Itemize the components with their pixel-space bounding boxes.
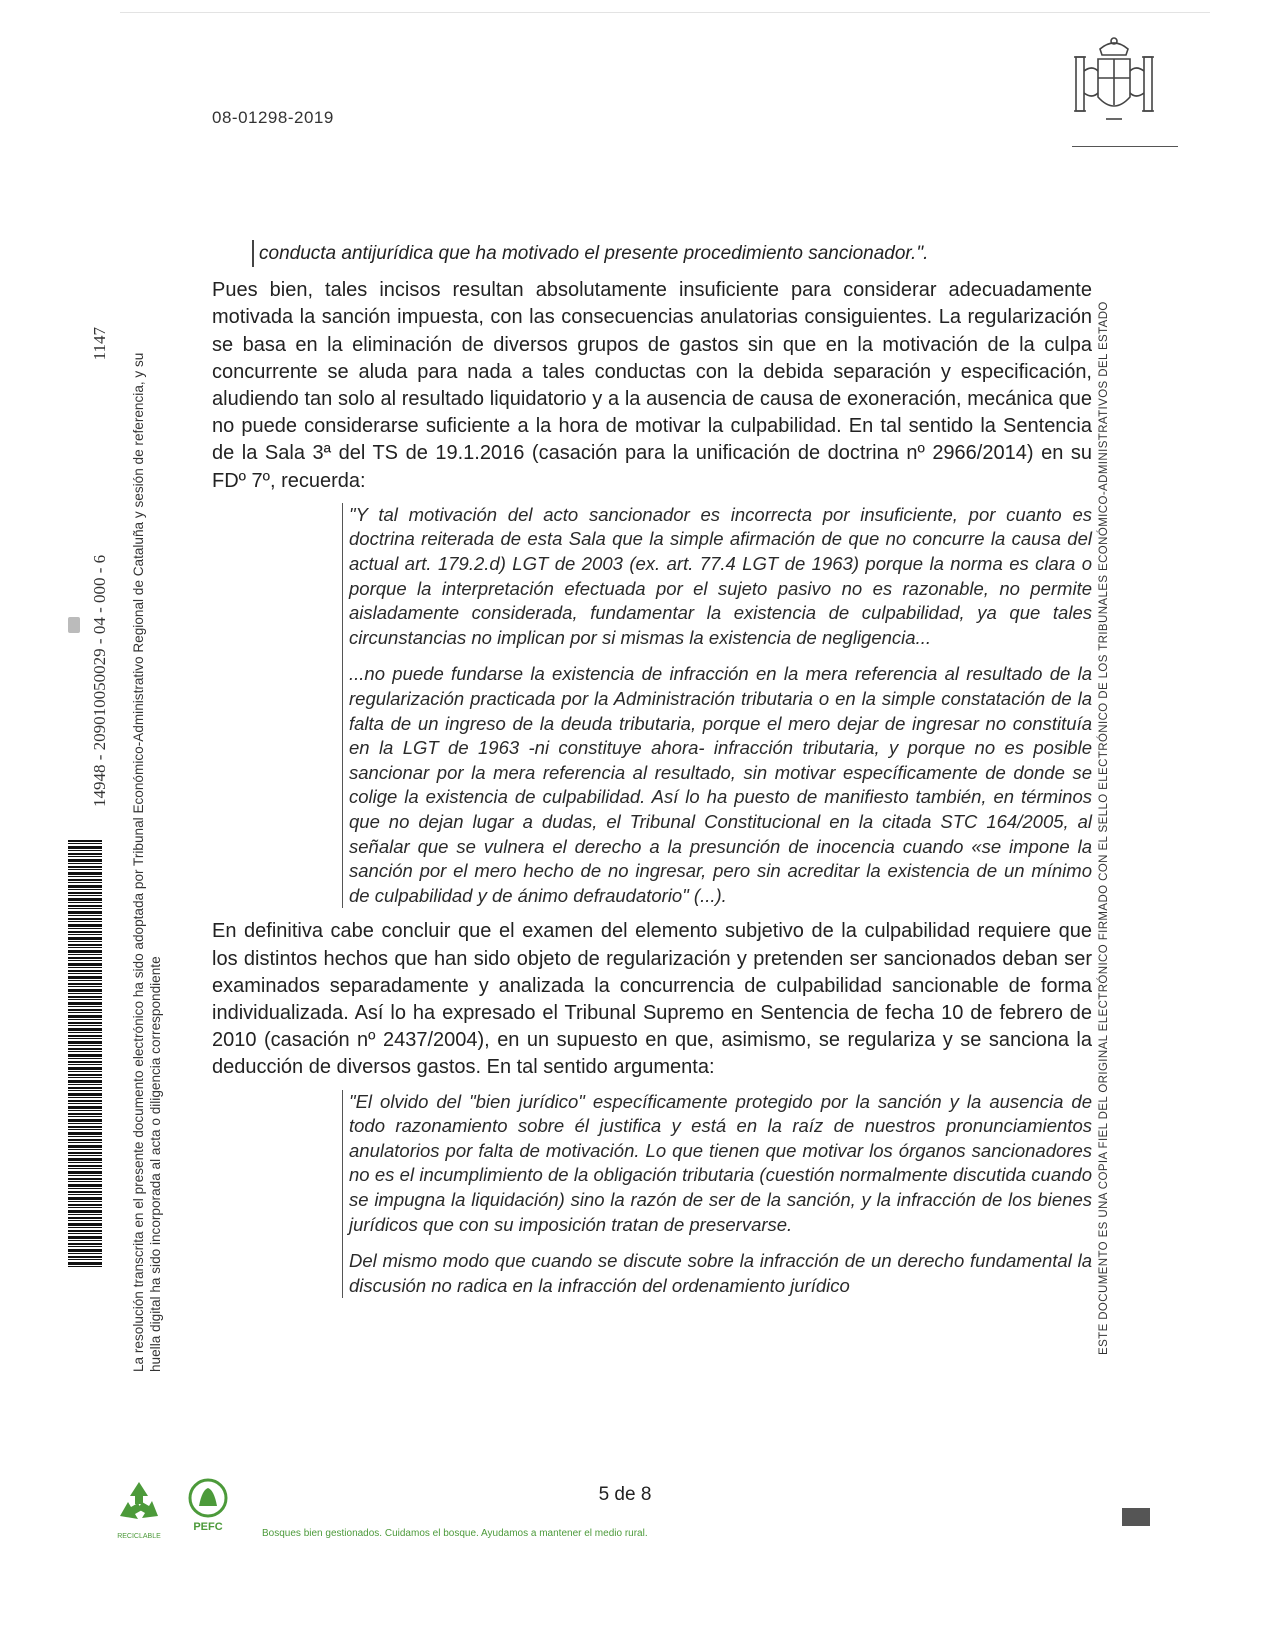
corner-mark xyxy=(1122,1508,1150,1526)
quote-2-part-a: "El olvido del "bien jurídico" específicamente protegido por la sanción y la ausencia de todo razonamiento sobre él justifica y está en la raíz de nuestros pronunciamientos anulatorios por falta de motivación. Lo que tienen que motivar los órganos sancionadores no es el incumplimiento de la obligación tributaria (cuestión normalmente discutida cuando se impugna la liquidación) sino la razón de ser de la sanción, y la infracción de los bienes jurídicos que con su imposición tratan de preservarse. xyxy=(349,1090,1092,1235)
forest-tagline: Bosques bien gestionados. Cuidamos el bosque. Ayudamos a mantener el medio rural. xyxy=(262,1528,648,1539)
quote-block-1 xyxy=(342,503,1092,909)
footer-logos xyxy=(112,1476,652,1556)
barcode xyxy=(68,840,102,1268)
quote-1-part-a: "Y tal motivación del acto sancionador es incorrecta por insuficiente, por cuanto es doctrina reiterada de esta Sala que la simple afirmación de que no concurre la causa del actual art. 179.2.d) LGT de 2003 (ex. art. 77.4 LGT de 1963) porque la norma es clara o porque la interpretación efectuada por el sujeto pasivo no es razonable, no permite aisladamente considerada, fundamentar la existencia de culpabilidad, ya que tales circunstancias no implican por si mismas la existencia de negligencia... xyxy=(349,503,1092,648)
page-number: 5 de 8 xyxy=(598,1484,652,1505)
pefc-label: PEFC xyxy=(193,1521,223,1533)
quote-continuation: conducta antijurídica que ha motivado el presente procedimiento sancionador.". xyxy=(252,240,1092,267)
left-margin-legend: La resolución transcrita en el presente documento electrónico ha sido adoptada por Tribunal Económico-Administrativo Regional de Cataluña y sesión de referencia, y su huella digital ha sido incorporada al acta o diligencia correspondiente xyxy=(131,352,163,1372)
quote-block-2 xyxy=(342,1090,1092,1299)
recycle-icon xyxy=(112,1476,166,1544)
seal-mark-icon xyxy=(68,617,80,633)
paragraph-2: En definitiva cabe concluir que el examen del elemento subjetivo de la culpabilidad requiere que los distintos hechos que han sido objeto de regularización y pretenden ser sancionados deban ser examinados separadamente y analizada la concurrencia de culpabilidad sancionable de forma individualizada. Así lo ha expresado el Tribunal Supremo en Sentencia de fecha 10 de febrero de 2010 (casación nº 2437/2004), en un supuesto en que, asimismo, se regulariza y se sanciona la deducción de diversos gastos. En tal sentido argumenta: xyxy=(212,920,1092,1079)
pefc-logo-icon xyxy=(178,1476,238,1544)
coat-of-arms-icon xyxy=(1070,35,1158,127)
recycle-label: RECICLABLE xyxy=(117,1533,161,1540)
quote-2-part-b: Del mismo modo que cuando se discute sobre la infracción de un derecho fundamental la discusión no radica en la infracción del ordenamiento jurídico xyxy=(349,1250,1092,1296)
document-body xyxy=(212,240,1092,1308)
doc-id: 14948 - 209010050029 - 04 - 000 - 6 xyxy=(90,554,109,807)
page-ref: 1147 xyxy=(90,327,109,361)
paragraph-1: Pues bien, tales incisos resultan absolutamente insuficiente para considerar adecuadamente motivada la sanción impuesta, con las consecuencias anulatorias consiguientes. La regularización se basa en la eliminación de diversos grupos de gastos sin que en la motivación de la culpa concurrente se aluda para nada a tales conductas con la debida separación y especificación, aludiendo tan solo al resultado liquidatorio y a la ausencia de causa de exoneración, mecánica que no puede considerarse suficiente a la hora de motivar la culpabilidad. En tal sentido la Sentencia de la Sala 3ª del TS de 19.1.2016 (casación para la unificación de doctrina nº 2966/2014) en su FDº 7º, recuerda: xyxy=(212,279,1092,492)
vertical-document-id xyxy=(90,327,114,807)
right-margin-legend: ESTE DOCUMENTO ES UNA COPIA FIEL DEL ORIGINAL ELECTRÓNICO FIRMADO CON EL SELLO ELECTRÓNICO DE LOS TRIBUNALES ECONÓMICO-ADMINISTRATIVOS DEL ESTADO xyxy=(1098,301,1110,1355)
quote-1-part-b: ...no puede fundarse la existencia de infracción en la mera referencia al resultado de la regularización practicada por la Administración tributaria o en la simple constatación de la falta de un ingreso de la deuda tributaria, porque el mero dejar de ingresar no constituía en la LGT de 1963 -ni constituye ahora- infracción tributaria, y porque no es posible sancionar por la mera referencia al resultado, sin motivar específicamente de donde se colige la existencia de culpabilidad. Así lo ha puesto de manifiesto también, en términos que no dejan lugar a dudas, el Tribunal Constitucional en la citada STC 164/2005, al señalar que se vulnera el derecho a la presunción de inocencia cuando «se impone la sanción por el mero hecho de no ingresar, pero sin acreditar la existencia de un mínimo de culpabilidad y de ánimo defraudatorio" (...). xyxy=(349,663,1092,906)
top-rule xyxy=(120,12,1210,13)
header-rule xyxy=(1072,146,1178,147)
document-reference: 08-01298-2019 xyxy=(212,108,334,127)
